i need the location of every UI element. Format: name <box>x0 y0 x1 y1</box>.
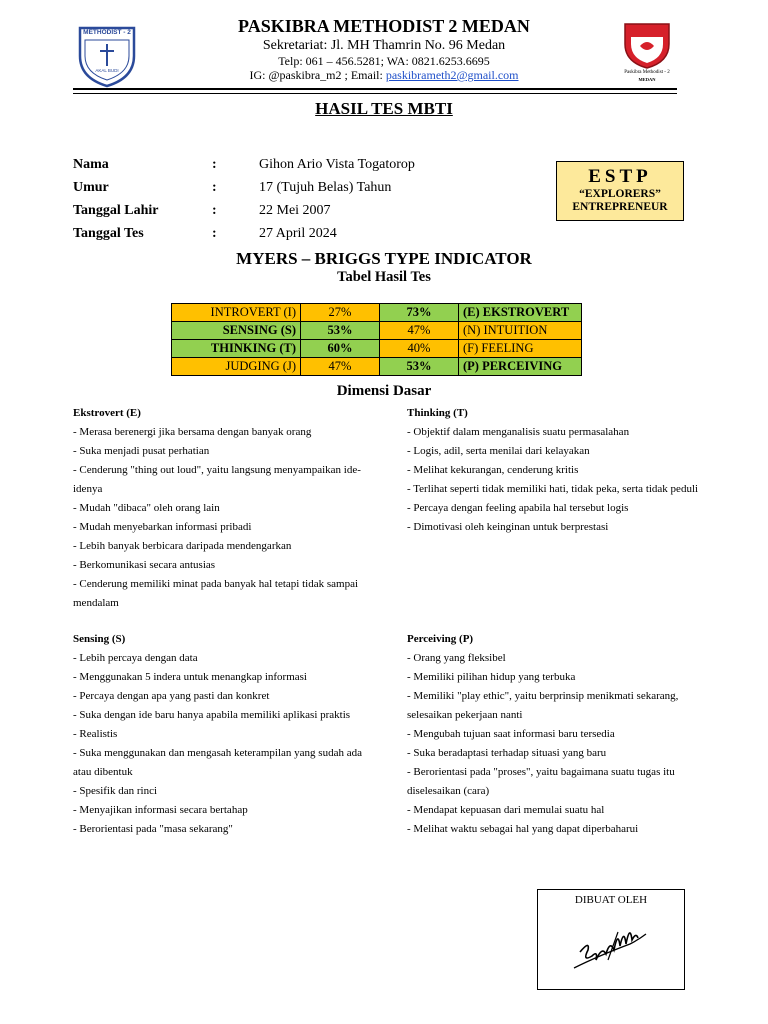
table-row <box>172 322 582 340</box>
left-percent: 53% <box>301 322 380 340</box>
list-item: - Mendapat kepuasan dari memulai suatu hal <box>407 804 605 816</box>
paskibra-logo <box>620 20 674 84</box>
list-item: - Berkomunikasi secara antusias <box>73 559 216 571</box>
list-item: - Percaya dengan apa yang pasti dan konkret <box>73 690 270 702</box>
left-percent: 47% <box>301 358 380 376</box>
right-percent: 40% <box>380 340 459 358</box>
age-colon: : <box>212 180 217 195</box>
left-trait: SENSING (S) <box>172 322 301 340</box>
header-rule <box>73 88 677 90</box>
table-row <box>172 304 582 322</box>
ekstrovert-section <box>73 404 373 613</box>
list-item: - Menyajikan informasi secara bertahap <box>73 804 248 816</box>
right-percent: 53% <box>380 358 459 376</box>
list-item: - Percaya dengan feeling apabila hal tersebut logis <box>407 502 629 514</box>
ekstrovert-heading: Ekstrovert (E) <box>73 407 141 419</box>
test-date-colon: : <box>212 226 217 241</box>
mbti-title: MYERS – BRIGGS TYPE INDICATOR <box>236 249 532 268</box>
left-trait: THINKING (T) <box>172 340 301 358</box>
right-percent: 47% <box>380 322 459 340</box>
list-item: - Logis, adil, serta menilai dari kelayakan <box>407 445 590 457</box>
logo-caption-1: Paskibra Methodist - 2 <box>624 70 670 75</box>
list-item: - Mudah menyebarkan informasi pribadi <box>73 521 252 533</box>
logo-top-text: METHODIST - 2 <box>83 29 131 36</box>
list-item: - Memiliki pilihan hidup yang terbuka <box>407 671 576 683</box>
perceiving-section <box>407 630 707 839</box>
age-value: 17 (Tujuh Belas) Tahun <box>259 180 392 195</box>
thinking-heading: Thinking (T) <box>407 407 468 419</box>
name-value: Gihon Ario Vista Togatorop <box>259 157 415 172</box>
header-rule-thin <box>73 93 677 94</box>
document-title: HASIL TES MBTI <box>315 99 453 118</box>
email-link[interactable]: paskibrameth2@gmail.com <box>385 68 519 82</box>
list-item: - Lebih banyak berbicara daripada mendengarkan <box>73 540 292 552</box>
thinking-section <box>407 404 707 537</box>
age-label: Umur <box>73 180 109 195</box>
list-item: - Melihat kekurangan, cenderung kritis <box>407 464 579 476</box>
signature-box <box>537 889 685 990</box>
org-phone: Telp: 061 – 456.5281; WA: 0821.6253.6695 <box>278 54 490 68</box>
list-item: - Merasa berenergi jika bersama dengan banyak orang <box>73 426 312 438</box>
table-row <box>172 358 582 376</box>
list-item: - Memiliki "play ethic", yaitu berprinsip menikmati sekarang, selesaikan pekerjaan nanti <box>407 690 679 721</box>
list-item: - Realistis <box>73 728 118 740</box>
ig-text: IG: @paskibra_m2 ; Email: <box>249 68 386 82</box>
list-item: - Terlihat seperti tidak memiliki hati, tidak peka, serta tidak peduli <box>407 483 699 495</box>
list-item: - Menggunakan 5 indera untuk menangkap informasi <box>73 671 307 683</box>
table-row <box>172 340 582 358</box>
dimensi-title: Dimensi Dasar <box>336 383 432 399</box>
test-date-label: Tanggal Tes <box>73 226 144 241</box>
list-item: - Suka dengan ide baru hanya apabila memiliki aplikasi praktis <box>73 709 351 721</box>
logo-motto: AKAL BUDI <box>95 68 119 73</box>
birthdate-colon: : <box>212 203 217 218</box>
perceiving-heading: Perceiving (P) <box>407 633 474 645</box>
personality-type-box <box>556 161 684 221</box>
list-item: - Mengubah tujuan saat informasi baru tersedia <box>407 728 615 740</box>
left-percent: 27% <box>301 304 380 322</box>
left-percent: 60% <box>301 340 380 358</box>
list-item: - Mudah "dibaca" oleh orang lain <box>73 502 220 514</box>
list-item: - Berorientasi pada "proses", yaitu bagaimana suatu tugas itu diselesaikan (cara) <box>407 766 675 797</box>
list-item: - Orang yang fleksibel <box>407 652 506 664</box>
right-trait: (P) PERCEIVING <box>459 358 582 376</box>
test-date-value: 27 April 2024 <box>259 226 337 241</box>
list-item: - Cenderung memiliki minat pada banyak hal tetapi tidak sampai mendalam <box>73 578 359 609</box>
list-item: - Spesifik dan rinci <box>73 785 158 797</box>
type-nickname: “EXPLORERS” <box>579 188 661 200</box>
list-item: - Suka menjadi pusat perhatian <box>73 445 210 457</box>
list-item: - Dimotivasi oleh keinginan untuk berprestasi <box>407 521 609 533</box>
methodist-logo <box>76 22 138 88</box>
list-item: - Suka menggunakan dan mengasah keterampilan yang sudah ada atau dibentuk <box>73 747 362 778</box>
name-colon: : <box>212 157 217 172</box>
list-item: - Berorientasi pada "masa sekarang" <box>73 823 233 835</box>
org-name: PASKIBRA METHODIST 2 MEDAN <box>238 16 530 36</box>
signature-label: DIBUAT OLEH <box>574 894 648 906</box>
left-trait: INTROVERT (I) <box>172 304 301 322</box>
results-table <box>171 303 582 376</box>
list-item: - Objektif dalam menganalisis suatu permasalahan <box>407 426 630 438</box>
sensing-section <box>73 630 373 839</box>
right-trait: (F) FEELING <box>459 340 582 358</box>
name-label: Nama <box>73 157 109 172</box>
mbti-subtitle: Tabel Hasil Tes <box>337 269 431 285</box>
birthdate-label: Tanggal Lahir <box>73 203 159 218</box>
logo-caption-2: MEDAN <box>638 77 656 82</box>
signature-image <box>568 910 658 980</box>
sensing-heading: Sensing (S) <box>73 633 126 645</box>
left-trait: JUDGING (J) <box>172 358 301 376</box>
right-trait: (N) INTUITION <box>459 322 582 340</box>
type-role: ENTREPRENEUR <box>572 201 668 213</box>
right-percent: 73% <box>380 304 459 322</box>
list-item: - Cenderung "thing out loud", yaitu langsung menyampaikan ide-idenya <box>73 464 361 495</box>
right-trait: (E) EKSTROVERT <box>459 304 582 322</box>
org-contact <box>150 68 618 83</box>
type-code: ESTP <box>588 166 652 187</box>
list-item: - Lebih percaya dengan data <box>73 652 198 664</box>
list-item: - Melihat waktu sebagai hal yang dapat diperbaharui <box>407 823 639 835</box>
list-item: - Suka beradaptasi terhadap situasi yang baru <box>407 747 607 759</box>
birthdate-value: 22 Mei 2007 <box>259 203 331 218</box>
org-address: Sekretariat: Jl. MH Thamrin No. 96 Medan <box>262 38 506 53</box>
